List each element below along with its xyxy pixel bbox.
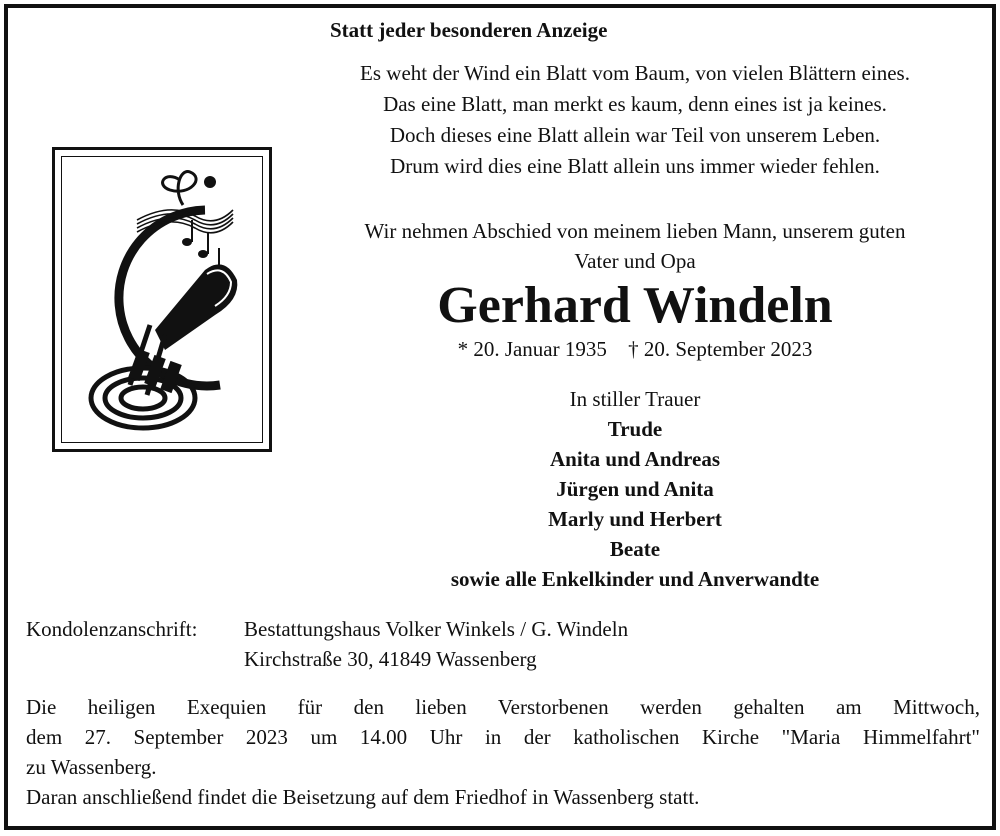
farewell-line: Wir nehmen Abschied von meinem lieben Mann, unserem guten: [364, 219, 906, 243]
mourners-intro: In stiller Trauer: [569, 387, 701, 411]
mourner-name: Jürgen und Anita: [556, 477, 714, 501]
condolence-line: Kirchstraße 30, 41849 Wassenberg: [244, 647, 537, 671]
funeral-line: Die heiligen Exequien für den lieben Verstorbenen werden gehalten am Mittwoch,: [26, 695, 980, 719]
birth-date: * 20. Januar 1935: [457, 337, 607, 361]
funeral-line: dem 27. September 2023 um 14.00 Uhr in der katholischen Kirche "Maria Himmelfahrt": [26, 725, 980, 749]
funeral-info: [26, 692, 980, 812]
funeral-line: Daran anschließend findet die Beisetzung auf dem Friedhof in Wassenberg statt.: [26, 785, 700, 809]
life-dates: [280, 335, 990, 363]
condolence-address: [26, 614, 628, 674]
poem-line: Doch dieses eine Blatt allein war Teil von unserem Leben.: [389, 123, 881, 147]
mourner-name: Trude: [607, 417, 663, 441]
farewell-intro: [280, 216, 990, 276]
tuba-image-frame: [52, 147, 272, 452]
death-date: † 20. September 2023: [628, 337, 813, 361]
mourner-name: sowie alle Enkelkinder und Anverwandte: [450, 567, 820, 591]
poem: [280, 58, 990, 182]
mourner-name: Marly und Herbert: [548, 507, 722, 531]
notice-header: Statt jeder besonderen Anzeige: [330, 18, 608, 42]
funeral-line: zu Wassenberg.: [26, 755, 157, 779]
mourner-name: Beate: [609, 537, 661, 561]
poem-line: Drum wird dies eine Blatt allein uns immer wieder fehlen.: [390, 154, 880, 178]
mourners-list: [280, 384, 990, 594]
condolence-label: Kondolenzanschrift:: [26, 617, 198, 641]
mourner-name: Anita und Andreas: [549, 447, 720, 471]
farewell-line: Vater und Opa: [574, 249, 696, 273]
poem-line: Das eine Blatt, man merkt es kaum, denn eines ist ja keines.: [383, 92, 887, 116]
poem-line: Es weht der Wind ein Blatt vom Baum, von vielen Blättern eines.: [360, 61, 910, 85]
tuba-music-icon: [55, 150, 269, 449]
deceased-name: Gerhard Windeln: [437, 277, 833, 334]
condolence-line: Bestattungshaus Volker Winkels / G. Windeln: [244, 617, 629, 641]
